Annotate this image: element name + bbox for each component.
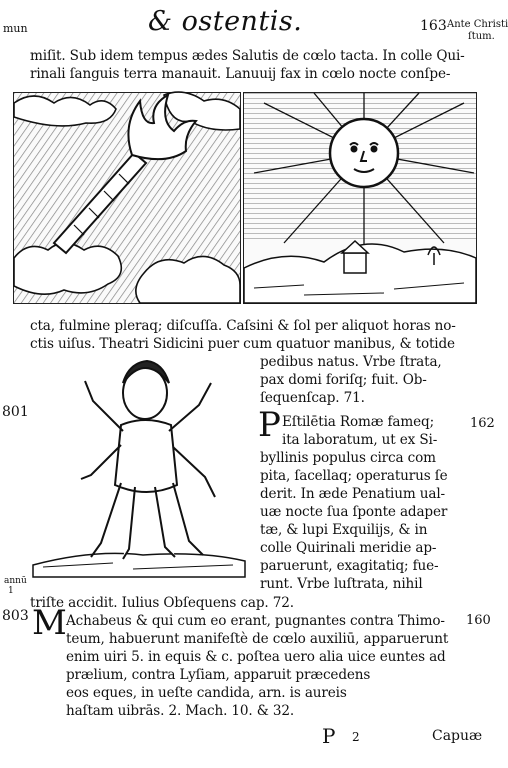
sun-at-night-woodcut <box>243 92 477 304</box>
text-line: Eſtilētia Romæ fameq; <box>282 414 435 430</box>
text-line: prælium, contra Lyſiam, apparuit præcedens <box>66 667 371 683</box>
margin-year-803: 803 <box>2 608 29 624</box>
margin-annus: annū <box>4 576 27 586</box>
margin-year-160: 160 <box>466 613 491 628</box>
margin-note-stum: ſtum. <box>468 31 495 42</box>
margin-annus-num: 1 <box>8 586 14 596</box>
text-line: colle Quirinali meridie ap- <box>260 540 437 556</box>
page-number: 163 <box>420 18 447 34</box>
sun-illustration <box>244 93 476 303</box>
text-line: triſte accidit. Iulius Obſequens cap. 72. <box>30 595 294 611</box>
text-line: teum, habuerunt manifeſtè de cœlo auxiliū, apparuerunt <box>66 631 449 647</box>
text-line: pita, ſacellaq; operaturus ſe <box>260 468 448 484</box>
text-line: runt. Vrbe luſtrata, nihil <box>260 576 423 592</box>
text-line: eos eques, in ueſte candida, arn. is aureis <box>66 685 347 701</box>
boy-illustration <box>33 355 245 577</box>
signature-number: 2 <box>352 730 360 744</box>
running-title: & ostentis. <box>148 6 303 37</box>
text-line: ctis uiſus. Theatri Sidicini puer cum quatuor manibus, & totide <box>30 336 455 352</box>
text-line: byllinis populus circa com <box>260 450 436 466</box>
text-line: haſtam uibrās. 2. Mach. 10. & 32. <box>66 703 295 719</box>
signature-mark: P <box>322 724 336 748</box>
text-line: cta, fulmine pleraq; diſcuſſa. Caſsini & ſol per aliquot horas no- <box>30 318 456 334</box>
text-line: miſit. Sub idem tempus ædes Salutis de cœlo tacta. In colle Qui- <box>30 48 465 64</box>
text-line: enim uiri 5. in equis & c. poſtea uero alia uice euntes ad <box>66 649 446 665</box>
text-line: ita laboratum, ut ex Si- <box>282 432 438 448</box>
text-line: Achabeus & qui cum eo erant, pugnantes contra Thimo- <box>66 613 445 629</box>
comet-torch-illustration <box>14 93 240 303</box>
four-handed-boy-woodcut <box>33 355 245 577</box>
text-line: tæ, & lupi Exquilijs, & in <box>260 522 428 538</box>
margin-note-ante-christi: Ante Christi <box>447 19 508 30</box>
margin-left-header: mun <box>3 22 28 35</box>
text-line: pax domi foriſq; fuit. Ob- <box>260 372 427 388</box>
text-line: pedibus natus. Vrbe ſtrata, <box>260 354 442 370</box>
drop-cap-p: P <box>258 405 281 445</box>
catchword: Capuæ <box>432 728 483 744</box>
margin-year-801: 801 <box>2 404 29 420</box>
text-line: derit. In æde Penatium ual- <box>260 486 445 502</box>
margin-year-162: 162 <box>470 416 495 431</box>
text-line: uæ nocte ſua ſponte adaper <box>260 504 448 520</box>
text-line: rinali ſanguis terra manauit. Lanuuij fax in cœlo nocte conſpe- <box>30 66 451 82</box>
text-line: ſequenſcap. 71. <box>260 390 365 406</box>
drop-cap-m: M <box>32 603 67 643</box>
text-line: paruerunt, exagitatiq; fue- <box>260 558 439 574</box>
comet-torch-woodcut <box>13 92 241 304</box>
